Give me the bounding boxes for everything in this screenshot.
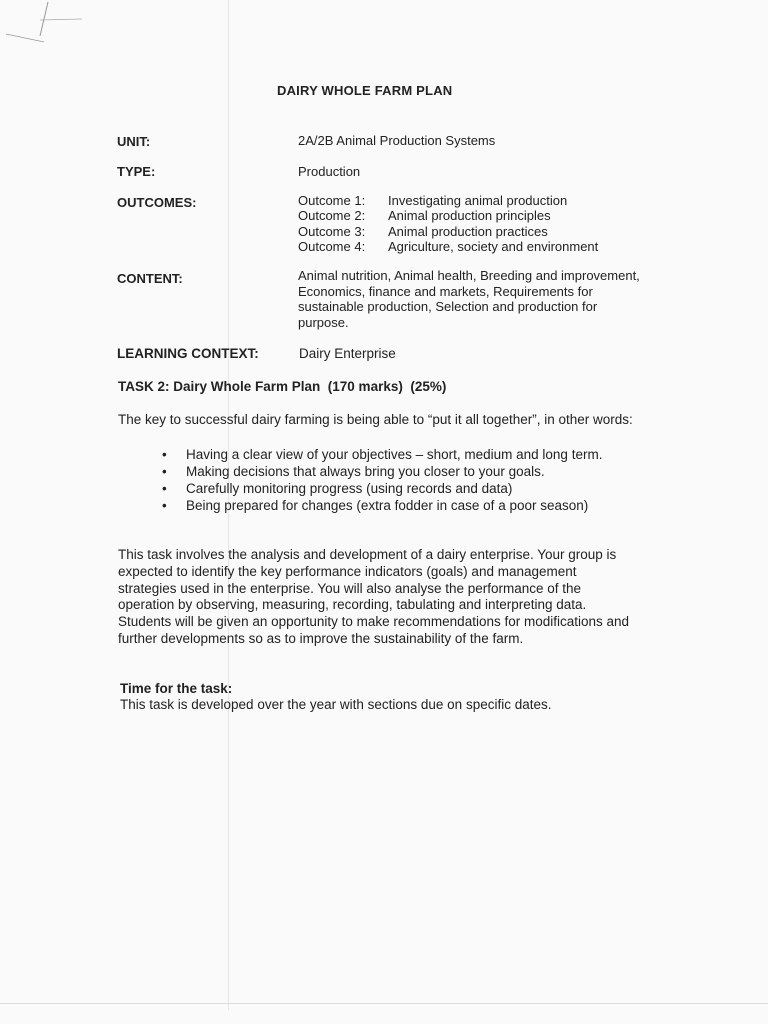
type-value: Production	[298, 164, 361, 179]
bullet-icon: •	[162, 498, 167, 513]
content-label: CONTENT:	[117, 271, 183, 286]
outcome-row	[298, 239, 598, 254]
outcome-row	[298, 224, 598, 239]
outcome-number: Outcome 1:	[298, 193, 366, 208]
outcomes-list	[298, 193, 598, 254]
list-item	[160, 480, 650, 497]
list-item	[160, 446, 650, 463]
list-item	[160, 463, 650, 480]
outcomes-label: OUTCOMES:	[117, 195, 197, 210]
list-item-text: Being prepared for changes (extra fodder in case of a poor season)	[186, 498, 589, 513]
outcome-number: Outcome 4:	[298, 238, 366, 254]
list-item-text: Having a clear view of your objectives – short, medium and long term.	[186, 447, 603, 462]
list-item-text: Making decisions that always bring you closer to your goals.	[186, 464, 545, 479]
pen-mark	[4, 0, 84, 45]
scan-bottom-edge	[0, 1003, 768, 1004]
outcome-row	[298, 193, 598, 208]
learning-context-value: Dairy Enterprise	[299, 346, 396, 361]
time-heading: Time for the task:	[120, 681, 233, 696]
learning-context-label: LEARNING CONTEXT:	[117, 346, 259, 361]
bullet-icon: •	[162, 464, 167, 479]
time-text: This task is developed over the year with sections due on specific dates.	[120, 697, 552, 712]
task-description: This task involves the analysis and development of a dairy enterprise. Your group is expected to identify the key performance indicators (goals) and management strategies used in the enterprise. You will also analyse the performance of the operation by observing, measuring, recording, tabulating and interpreting data. Students will be given an opportunity to make recommendations for modifications and further developments so as to improve the sustainability of the farm.	[118, 547, 630, 646]
objectives-list	[160, 446, 650, 514]
list-item-text: Carefully monitoring progress (using records and data)	[186, 481, 513, 496]
outcome-text: Animal production practices	[388, 223, 548, 239]
type-label: TYPE:	[117, 164, 156, 179]
bullet-icon: •	[162, 447, 167, 462]
outcome-row	[298, 208, 598, 223]
bullet-icon: •	[162, 481, 167, 496]
unit-label: UNIT:	[117, 134, 151, 149]
list-item	[160, 497, 650, 514]
outcome-number: Outcome 3:	[298, 223, 366, 239]
content-value: Animal nutrition, Animal health, Breeding and improvement, Economics, finance and markets, Requirements for sustainable production, Selection and production for purpose.	[298, 268, 640, 330]
unit-value: 2A/2B Animal Production Systems	[298, 133, 496, 148]
task-intro: The key to successful dairy farming is being able to “put it all together”, in other words:	[118, 412, 633, 427]
outcome-number: Outcome 2:	[298, 208, 366, 224]
outcome-text: Agriculture, society and environment	[388, 238, 599, 254]
task-title: TASK 2: Dairy Whole Farm Plan (170 marks) (25%)	[118, 379, 447, 394]
outcome-text: Animal production principles	[388, 208, 551, 224]
page-title: DAIRY WHOLE FARM PLAN	[277, 83, 453, 98]
outcome-text: Investigating animal production	[388, 193, 568, 208]
